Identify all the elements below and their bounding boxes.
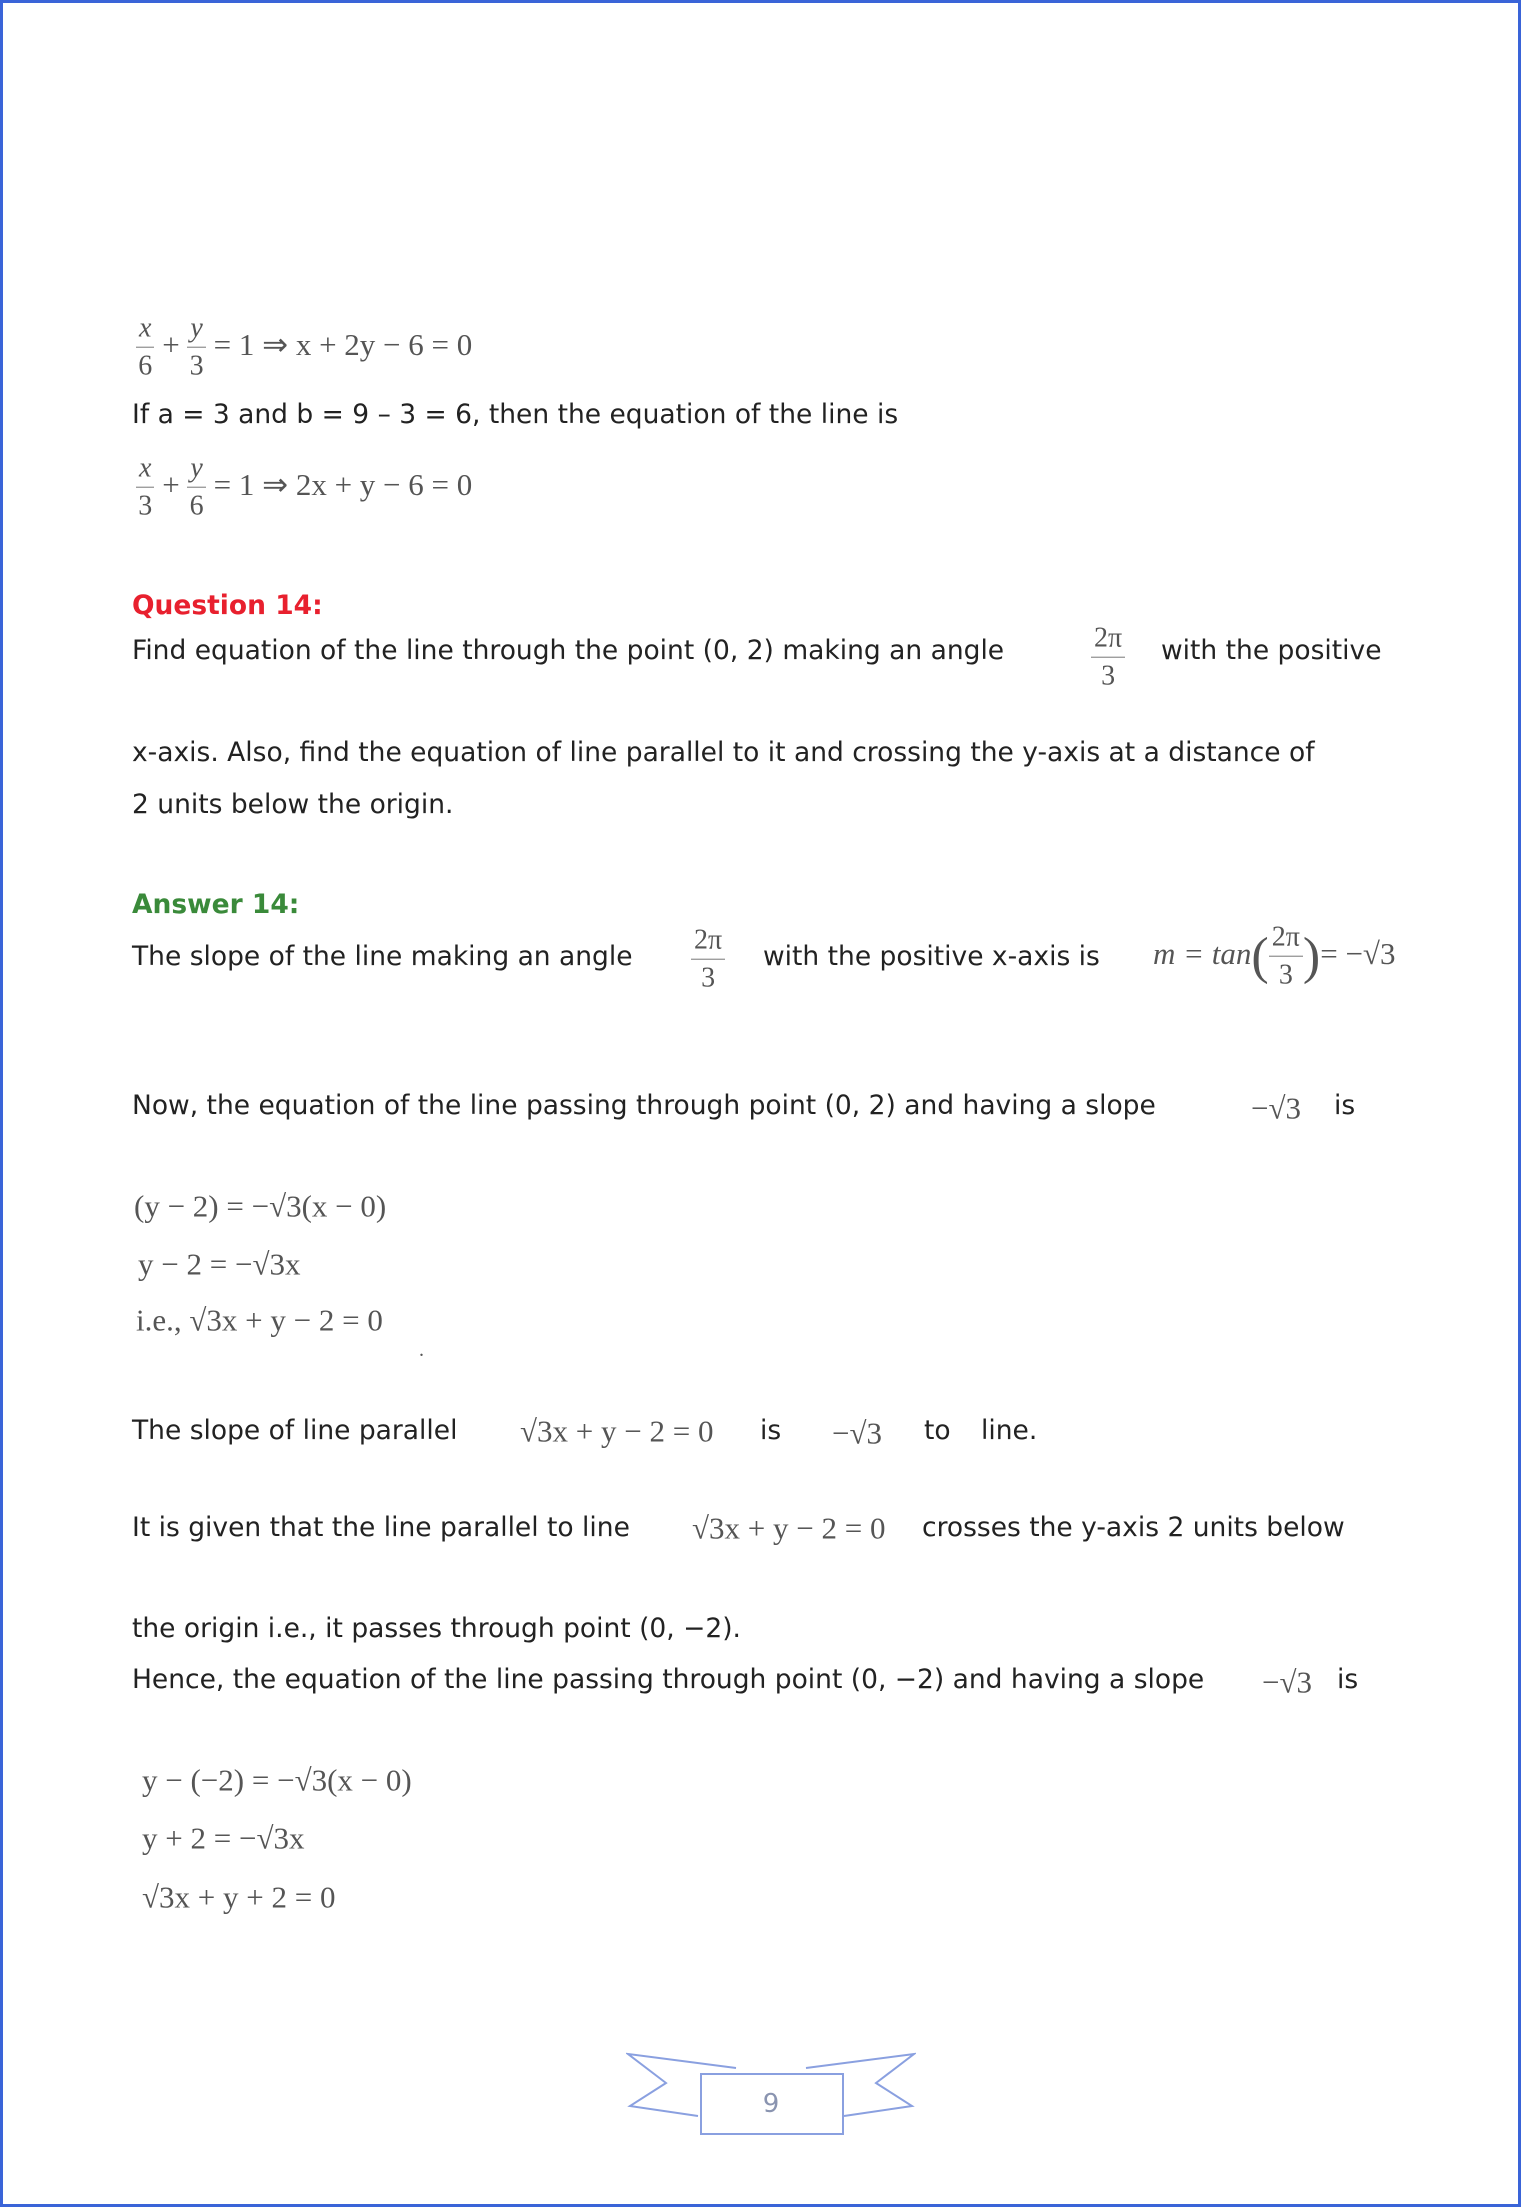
fraction-num: 2π <box>691 926 725 960</box>
is-text: is <box>760 1414 782 1446</box>
fraction-den: 3 <box>189 350 204 382</box>
equation-a1: (y − 2) = −√3(x − 0) <box>134 1188 387 1224</box>
origin-text: the origin i.e., it passes through point (0, −2). <box>132 1612 741 1644</box>
fraction-num: x <box>136 314 154 348</box>
fraction-den: 3 <box>1278 959 1293 991</box>
m-tan: m = tan <box>1153 936 1252 972</box>
fraction-num: 2π <box>1269 923 1303 957</box>
is-text: is <box>1334 1089 1356 1121</box>
question-heading: Question 14: <box>132 589 323 621</box>
given-equation: √3x + y − 2 = 0 <box>692 1510 886 1546</box>
fraction-num: x <box>136 454 154 488</box>
question-line-2: x-axis. Also, find the equation of line parallel to it and crossing the y-axis at a distance of <box>132 736 1315 768</box>
equation-intercept-2: $\frac{x}{3}$ + $\frac{y}{6}$ = 1 ⇒ 2x + y − 6 = 0 <box>136 454 472 523</box>
fraction-num: y <box>187 454 205 488</box>
fraction-den: 6 <box>189 490 204 522</box>
fraction-den: 3 <box>701 962 716 994</box>
angle-fraction <box>691 926 725 995</box>
fraction-den: 6 <box>138 350 153 382</box>
to-text: to <box>924 1414 951 1446</box>
fraction-num: y <box>187 314 205 348</box>
now-text: Now, the equation of the line passing through point (0, 2) and having a slope <box>132 1089 1156 1121</box>
equation-a3: i.e., √3x + y − 2 = 0 <box>136 1302 383 1338</box>
question-line-1a: Find equation of the line through the point (0, 2) making an angle <box>132 634 1005 666</box>
neg-sqrt3: −√3 <box>1262 1664 1312 1700</box>
equation-b2: y + 2 = −√3x <box>142 1820 305 1856</box>
given-text-a: It is given that the line parallel to line <box>132 1511 630 1543</box>
m-rhs: = −√3 <box>1320 936 1396 972</box>
question-line-3: 2 units below the origin. <box>132 788 454 820</box>
answer-slope-text-a: The slope of the line making an angle <box>132 940 633 972</box>
fraction-den: 3 <box>138 490 153 522</box>
answer-heading: Answer 14: <box>132 888 300 920</box>
page-number-ribbon <box>626 2048 916 2148</box>
neg-sqrt3: −√3 <box>832 1415 882 1451</box>
if-line-text: If a = 3 and b = 9 – 3 = 6, then the equation of the line is <box>132 398 899 430</box>
slope-equation: m = tan( $\frac{2\pi}{3}$ )= −√3 <box>1153 921 1396 991</box>
given-text-b: crosses the y-axis 2 units below <box>922 1511 1345 1543</box>
page-number: 9 <box>762 2089 780 2119</box>
parallel-text: The slope of line parallel <box>132 1414 458 1446</box>
equation-b3: √3x + y + 2 = 0 <box>142 1879 336 1915</box>
angle-fraction <box>1091 624 1125 693</box>
fraction-den: 3 <box>1101 660 1116 692</box>
answer-slope-text-b: with the positive x-axis is <box>763 940 1100 972</box>
is-text: is <box>1337 1663 1359 1695</box>
equation-rest: = 1 ⇒ 2x + y − 6 = 0 <box>213 467 473 503</box>
equation-intercept-1: $\frac{x}{6}$ + $\frac{y}{3}$ = 1 ⇒ x + 2y − 6 = 0 <box>136 314 472 383</box>
parallel-equation: √3x + y − 2 = 0 <box>520 1413 714 1449</box>
line-text: line. <box>981 1414 1038 1446</box>
equation-rest: = 1 ⇒ x + 2y − 6 = 0 <box>213 327 473 363</box>
neg-sqrt3: −√3 <box>1251 1090 1301 1126</box>
question-line-1b: with the positive <box>1161 634 1382 666</box>
stray-dot: . <box>419 1339 424 1361</box>
fraction-num: 2π <box>1091 624 1125 658</box>
equation-b1: y − (−2) = −√3(x − 0) <box>142 1762 412 1798</box>
hence-text: Hence, the equation of the line passing through point (0, −2) and having a slope <box>132 1663 1205 1695</box>
equation-a2: y − 2 = −√3x <box>138 1246 301 1282</box>
